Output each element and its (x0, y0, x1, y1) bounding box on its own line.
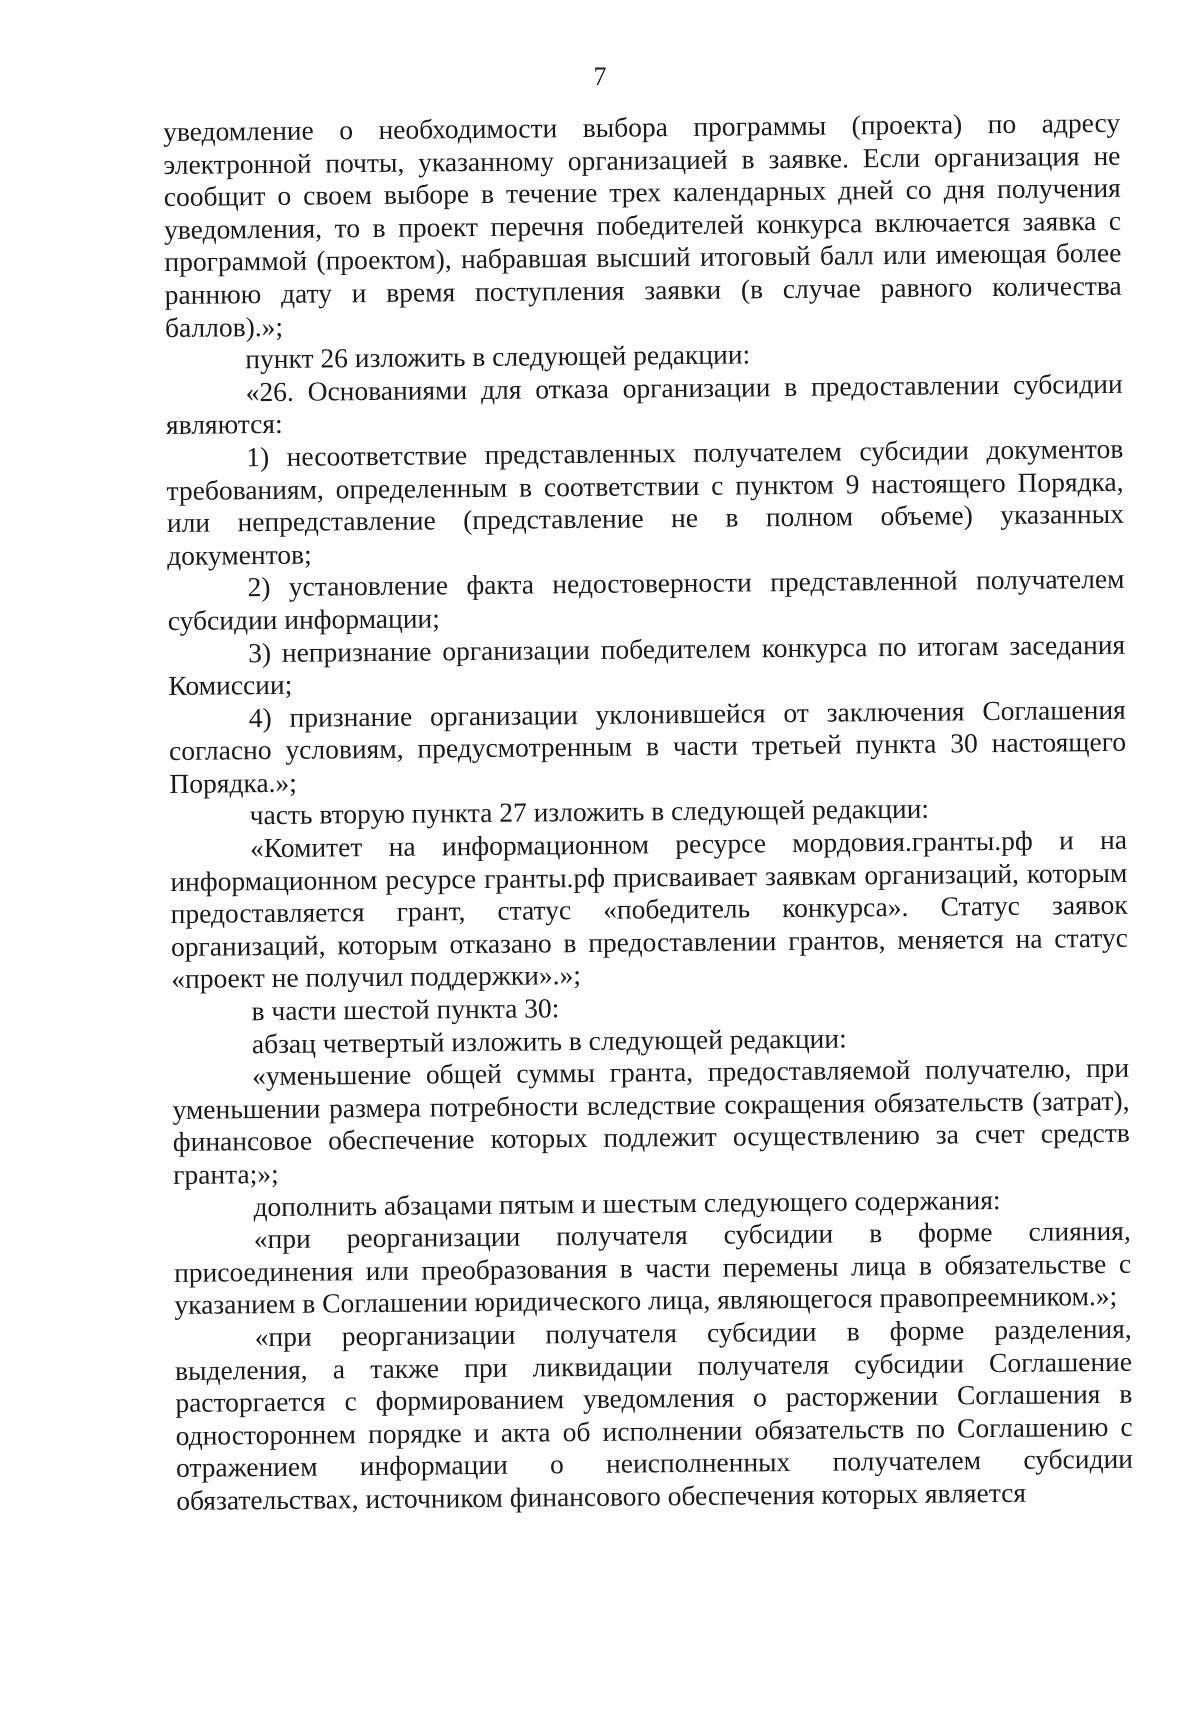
paragraph-item-2: 2) установление факта недостоверности представленной получателем субсидии информации; (167, 563, 1125, 636)
paragraph-point-27-text: «Комитет на информационном ресурсе мордовия.гранты.рф и на информационном ресурсе гранты.рф присваивает заявкам организаций, которым предоставляется грант, статус «победитель конкурса». Статус заявок организаций, которым отказано в предоставлении грантов, меняется на статус «проект не получил поддержки».»; (170, 823, 1129, 995)
page-number: 7 (593, 62, 607, 91)
paragraph-item-3: 3) непризнание организации победителем конкурса по итогам заседания Комиссии; (168, 628, 1126, 702)
paragraph-amend-point-26: пункт 26 изложить в следующей редакции: (245, 338, 751, 375)
paragraph-point-26-text: «26. Основаниями для отказа организации в предоставлении субсидии являются: (165, 367, 1123, 441)
paragraph-subparagraph-5-text: «при реорганизации получателя субсидии в форме слияния, присоединения или преобразования в части перемены лица в обязательстве с указанием в Соглашении юридического лица, являющегося правопреемником.»; (173, 1214, 1132, 1321)
paragraph-subparagraph-4-text: «уменьшение общей суммы гранта, предоставляемой получателю, при уменьшении размера потребности вследствие сокращения обязательств (затрат), финансовое обеспечение которых подлежит осуществлению за счет средств гранта;»; (172, 1051, 1130, 1190)
paragraph-continuation: уведомление о необходимости выбора программы (проекта) по адресу электронной почты, указанному организацией в заявке. Если организация не сообщит о своем выборе в течение трех календарных дней со дня получения уведомления, то в проект перечня победителей конкурса включается заявка с программой (проектом), набравшая высший итоговый балл или имеющая более раннюю дату и время поступления заявки (в случае равного количества баллов).»; (163, 106, 1122, 343)
paragraph-item-1: 1) несоответствие представленных получателем субсидии документов требованиям, определенным в соответствии с пунктом 9 настоящего Порядка, или непредставление (представление не в полном объеме) указанных документов; (166, 432, 1125, 571)
paragraph-subparagraph-6-text: «при реорганизации получателя субсидии в форме разделения, выделения, а также при ликвидации получателя субсидии Соглашение расторгается с формированием уведомления о расторжении Соглашения в одностороннем порядке и акта об исполнении обязательств по Соглашению с отражением информации о неисполненных получателем субсидии обязательствах, источником финансового обеспечения которых является (174, 1312, 1134, 1516)
paragraph-amend-point-27: часть вторую пункта 27 изложить в следующей редакции: (249, 793, 930, 831)
paragraph-add-subparagraphs: дополнить абзацами пятым и шестым следующего содержания: (253, 1183, 1001, 1222)
paragraph-item-4: 4) признание организации уклонившейся от заключения Соглашения согласно условиям, предусмотренным в части третьей пункта 30 настоящего Порядка.»; (168, 693, 1127, 799)
document-body (163, 107, 1133, 1518)
paragraph-point-30-part-6: в части шестой пункта 30: (251, 992, 560, 1027)
paragraph-amend-subparagraph-4: абзац четвертый изложить в следующей редакции: (251, 1022, 847, 1059)
